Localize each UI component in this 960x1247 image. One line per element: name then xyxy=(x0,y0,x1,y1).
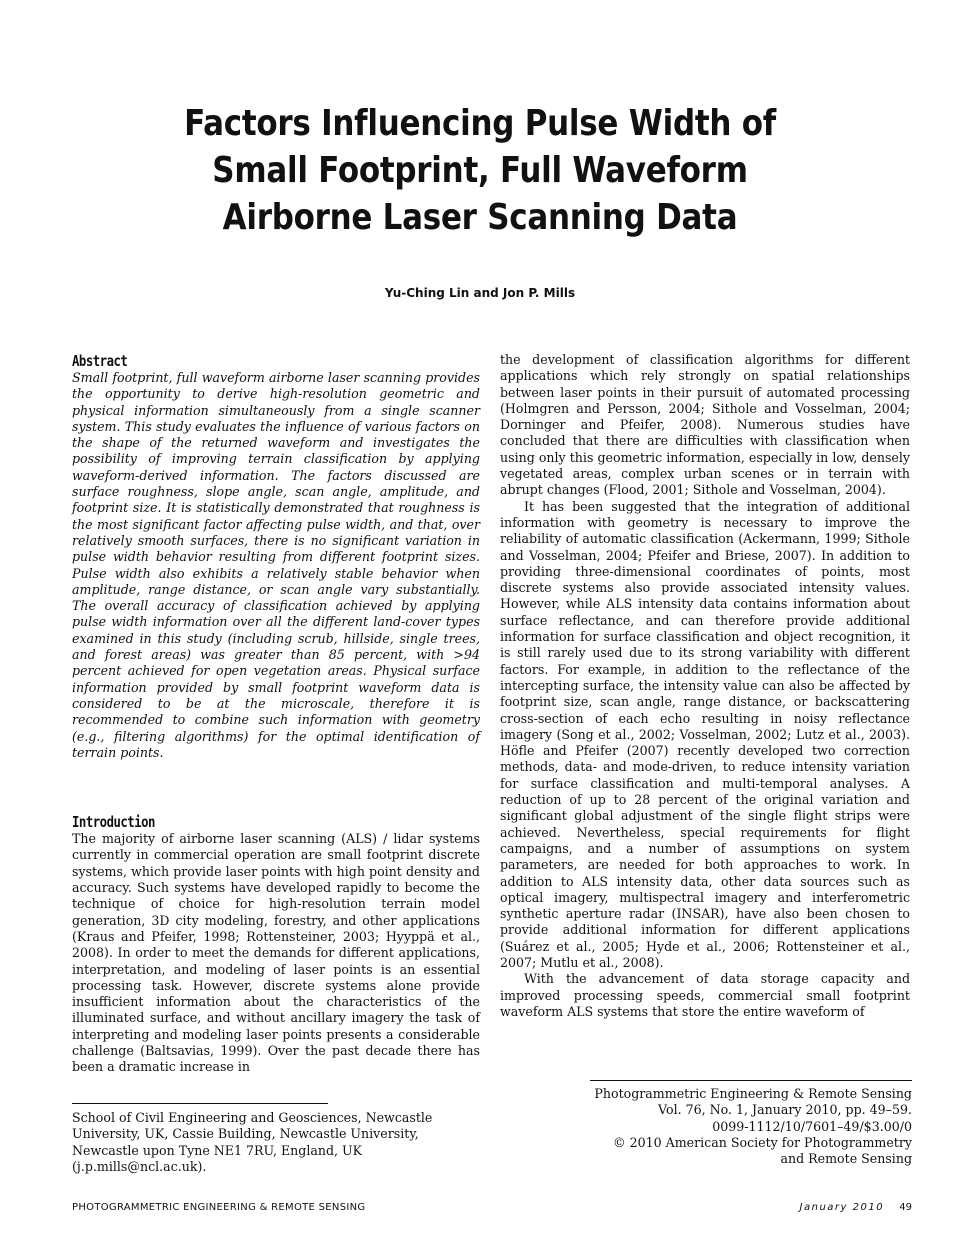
footer-journal-name: PHOTOGRAMMETRIC ENGINEERING & REMOTE SENSING xyxy=(72,1202,366,1213)
abstract-text: Small footprint, full waveform airborne laser scanning provides the opportunity to derive high-resolution geometric and physical information simultaneously from a single scanner system. This study evaluates the influence of various factors on the shape of the returned waveform and investigates the possibility of improving terrain classification by applying waveform-derived information. The factors discussed are surface roughness, slope angle, scan angle, amplitude, and footprint size. It is statistically demonstrated that roughness is the most significant factor affecting pulse width, and that, over relatively smooth surfaces, there is no significant variation in pulse width behavior resulting from different footprint sizes. Pulse width also exhibits a relatively stable behavior when amplitude, range distance, or scan angle vary substantially. The overall accuracy of classification achieved by applying pulse width information over all the different land-cover types examined in this study (including scrub, hillside, single trees, and forest areas) was greater than 85 percent, with >94 percent achieved for open vegetation areas. Physical surface information provided by small footprint waveform data is considered to be at the microscale, therefore it is recommended to combine such information with geometry (e.g., filtering algorithms) for the optimal identification of terrain points. xyxy=(72,370,480,760)
authors: Yu-Ching Lin and Jon P. Mills xyxy=(384,286,576,300)
body-paragraph-2: It has been suggested that the integration of additional information with geometry is necessary to improve the reliability of automatic classification (Ackermann, 1999; Sithole and Vosselman, 2004; Pfeifer and Briese, 2007). In addition to providing three-dimensional coordinates of points, most discrete systems also provide associated intensity values. However, while ALS intensity data contains information about surface reflectance, and can therefore provide additional information for surface classification and object recognition, it is still rarely used due to its strong variability with different factors. For example, in addition to the reflectance of the intercepting surface, the intensity value can also be affected by footprint size, scan angle, range distance, or backscattering cross-section of each echo resulting in noisy reflectance imagery (Song et al., 2002; Vosselman, 2002; Lutz et al., 2003). Höfle and Pfeifer (2007) recently developed two correction methods, data- and mode-driven, to reduce intensity variation for surface classification and multi-temporal analyses. A reduction of up to 28 percent of the original variation and significant global adjustment of the single flight strips were achieved. Nevertheless, special requirements for flight campaigns, and a number of assumptions on system parameters, are needed for both approaches to work. In addition to ALS intensity data, other data sources such as optical imagery, multispectral imagery and interferometric synthetic aperture radar (INSAR), have also been chosen to provide additional information for different applications (Suárez et al., 2005; Hyde et al., 2006; Rottensteiner et al., 2007; Mutlu et al., 2008). xyxy=(500,498,910,970)
journal-info-line-5: and Remote Sensing xyxy=(780,1151,912,1167)
abstract-heading: Abstract xyxy=(72,352,128,370)
page-number: 49 xyxy=(899,1202,912,1213)
right-column xyxy=(500,352,910,1020)
body-paragraph-3: With the advancement of data storage capacity and improved processing speeds, commercial small footprint waveform ALS systems that store the entire waveform of xyxy=(500,971,910,1019)
title-line-1: Factors Influencing Pulse Width of xyxy=(184,103,776,144)
journal-info-line-3: 0099-1112/10/7601–49/$3.00/0 xyxy=(712,1118,912,1134)
title-line-2: Small Footprint, Full Waveform xyxy=(212,150,748,191)
journal-info-divider xyxy=(590,1080,912,1081)
author-affiliation: School of Civil Engineering and Geosciences, Newcastle University, UK, Cassie Building, Newcastle University, Newcastle upon Tyne NE1 7RU, England, UK (j.p.mills@ncl.ac.uk). xyxy=(72,1110,433,1174)
body-paragraph-1: the development of classification algorithms for different applications which rely strongly on spatial relationships between laser points in their pursuit of automated processing (Holmgren and Persson, 2004; Sithole and Vosselman, 2004; Dorninger and Pfeifer, 2008). Numerous studies have concluded that there are difficulties with classification when using only this geometric information, especially in low, densely vegetated areas, complex urban scenes or in terrain with abrupt changes (Flood, 2001; Sithole and Vosselman, 2004). xyxy=(500,352,910,498)
introduction-heading: Introduction xyxy=(72,813,155,832)
journal-info-line-4: © 2010 American Society for Photogrammetry xyxy=(613,1134,912,1150)
left-column xyxy=(72,352,480,1076)
footer-date: January 2010 xyxy=(799,1202,885,1213)
title-line-3: Airborne Laser Scanning Data xyxy=(222,197,738,238)
affiliation-divider xyxy=(72,1103,328,1104)
journal-info xyxy=(512,1086,912,1167)
journal-info-line-2: Vol. 76, No. 1, January 2010, pp. 49–59. xyxy=(658,1102,912,1118)
journal-info-line-1: Photogrammetric Engineering & Remote Sensing xyxy=(594,1086,912,1101)
footer-right xyxy=(800,1202,912,1213)
introduction-paragraph-1: The majority of airborne laser scanning (ALS) / lidar systems currently in commercial operation are small footprint discrete systems, which provide laser points with high point density and accuracy. Such systems have developed rapidly to become the technique of choice for high-resolution terrain model generation, 3D city modeling, forestry, and other applications (Kraus and Pfeifer, 1998; Rottensteiner, 2003; Hyyppä et al., 2008). In order to meet the demands for different applications, interpretation, and modeling of laser points is an essential processing task. However, discrete systems alone provide insufficient information about the characteristics of the illuminated surface, and without ancillary imagery the task of interpreting and modeling laser points presents a considerable challenge (Baltsavias, 1999). Over the past decade there has been a dramatic increase in xyxy=(72,831,480,1075)
paper-title xyxy=(136,100,824,241)
